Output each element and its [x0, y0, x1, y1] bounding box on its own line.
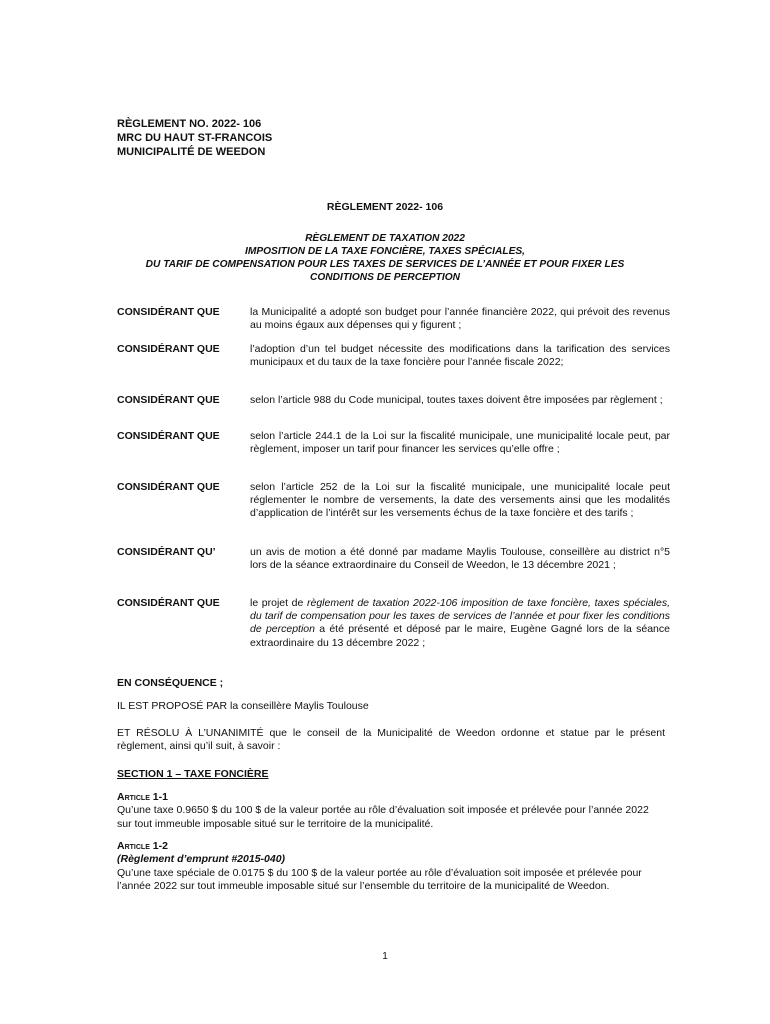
- resolution-text: ET RÉSOLU À L’UNANIMITÉ que le conseil de la Municipalité de Weedon ordonne et statue par le présent règlement, ainsi qu’il suit, à savoir :: [117, 727, 665, 753]
- consideration-text: [250, 597, 670, 650]
- article-1-1-label: Article 1-1: [117, 791, 168, 803]
- proposed-by: IL EST PROPOSÉ PAR la conseillère Maylis Toulouse: [117, 700, 369, 712]
- consideration-label: CONSIDÉRANT QUE: [117, 597, 220, 609]
- section-1-title: SECTION 1 – TAXE FONCIÈRE: [117, 768, 269, 780]
- regulation-number-title: RÈGLEMENT 2022- 106: [326, 201, 444, 213]
- article-1-2-subtitle: (Règlement d’emprunt #2015-040): [117, 853, 286, 866]
- consideration-text: selon l’article 252 de la Loi sur la fiscalité municipale, une municipalité locale peut réglementer le nombre de versements, la date des versements ainsi que les modalités d’application de l’intérêt sur les versements échus de la taxe foncière et des tarifs ;: [250, 481, 670, 520]
- consideration-label: CONSIDÉRANT QUE: [117, 343, 220, 355]
- regulation-main-title: [110, 232, 660, 284]
- consideration-text: selon l’article 244.1 de la Loi sur la fiscalité municipale, une municipalité locale peut, par règlement, imposer un tarif pour financer les services qu’elle offre ;: [250, 430, 670, 456]
- section-1: [117, 768, 665, 781]
- article-1-1-text: Qu’une taxe 0.9650 $ du 100 $ de la valeur portée au rôle d’évaluation soit imposée et prélevée pour l’année 2022 sur tout immeuble imposable situé sur le territoire de la municipalité.: [117, 804, 649, 830]
- page-number: 1: [382, 951, 388, 962]
- article-1-1: [117, 791, 665, 831]
- consideration-label: CONSIDÉRANT QUE: [117, 394, 220, 406]
- consideration-text-start: le projet de: [250, 597, 307, 609]
- header-municipality: MUNICIPALITÉ DE WEEDON: [117, 146, 266, 158]
- title-line-2: IMPOSITION DE LA TAXE FONCIÈRE, TAXES SPÉCIALES,: [245, 246, 525, 257]
- title-line-1: RÈGLEMENT DE TAXATION 2022: [305, 233, 465, 244]
- header-mrc: MRC DU HAUT ST-FRANCOIS: [117, 132, 273, 144]
- consideration-text-end: a été présenté et déposé par le maire, Eugène Gagné lors de la séance extraordinaire du 13 décembre 2022 ;: [250, 623, 670, 649]
- consideration-label: CONSIDÉRANT QUE: [117, 306, 220, 318]
- consideration-text: selon l’article 988 du Code municipal, toutes taxes doivent être imposées par règlement ;: [250, 394, 663, 406]
- consideration-label: CONSIDÉRANT QU’: [117, 546, 216, 558]
- document-header: [117, 117, 272, 159]
- consequence-heading: EN CONSÉQUENCE ;: [117, 677, 224, 689]
- title-line-4: CONDITIONS DE PERCEPTION: [310, 272, 460, 283]
- regulation-title-reference: règlement de taxation 2022-106 imposition de taxe foncière, taxes spéciales, du tarif de compensation pour les taxes de services de l’année et pour fixer les conditions de perception: [250, 597, 670, 636]
- title-line-3: DU TARIF DE COMPENSATION POUR LES TAXES DE SERVICES DE L’ANNÉE ET POUR FIXER LES: [145, 259, 625, 270]
- article-1-2-label: Article 1-2: [117, 840, 168, 852]
- consideration-label: CONSIDÉRANT QUE: [117, 481, 220, 493]
- consideration-text: un avis de motion a été donné par madame Maylis Toulouse, conseillère au district n°5 lors de la séance extraordinaire du Conseil de Weedon, le 13 décembre 2021 ;: [250, 546, 670, 572]
- header-regulation-number: RÈGLEMENT NO. 2022- 106: [117, 118, 262, 130]
- consideration-text: l’adoption d’un tel budget nécessite des modifications dans la tarification des services municipaux et du taux de la taxe foncière pour l’année fiscale 2022;: [250, 343, 670, 369]
- consideration-label: CONSIDÉRANT QUE: [117, 430, 220, 442]
- article-1-2-text: Qu’une taxe spéciale de 0.0175 $ du 100 $ de la valeur portée au rôle d’évaluation soit imposée et prélevée pour l’année 2022 sur tout immeuble imposable situé sur l’ensemble du territoire de la municipalité de Weedon.: [117, 866, 642, 893]
- article-1-2: [117, 840, 665, 894]
- consideration-text: la Municipalité a adopté son budget pour l’année financière 2022, qui prévoit des revenus au moins égaux aux dépenses qui y figurent ;: [250, 306, 670, 332]
